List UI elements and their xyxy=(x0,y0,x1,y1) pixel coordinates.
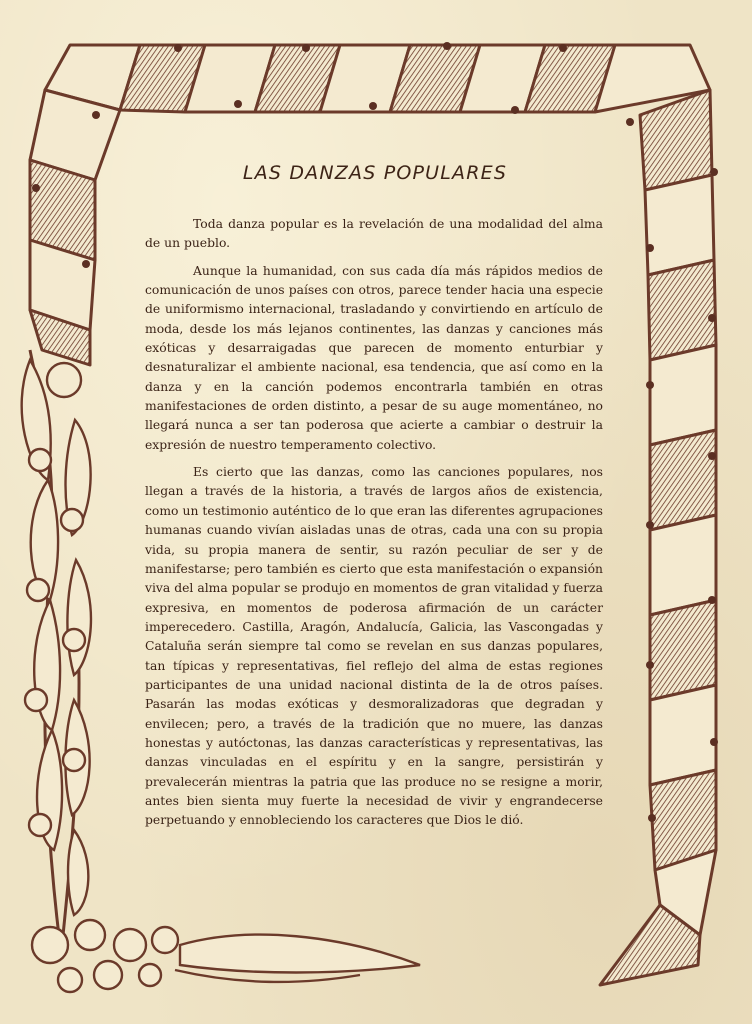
ribbon-border-top xyxy=(45,45,710,112)
paragraph: Es cierto que las danzas, como las canciones populares, nos llegan a través de la historia, a través de largos años de existencia, como un testimonio auténtico de lo que eran las diferentes agrupaciones humanas cuando vivían aisladas unas de otras, cada una con su propia vida, su propia manera de sentir, su razón peculiar de ser y de manifestarse; pero también es cierto que esta manifestación o expansión viva del alma popular se produjo en momentos de gran vitalidad y fuerza expresiva, en momentos de poderosa afirmación de un carácter imperecedero. Castilla, Aragón, Andalucía, Galicia, las Vascongadas y Cataluña serán siempre tal como se revelan en sus danzas populares, tan típicas y representativas, fiel reflejo del alma de estas regiones participantes de una unidad nacional distinta de la de otros países. Pasarán las modas exóticas y desmoralizadoras que degradan y envilecen; pero, a través de la tradición que no muere, las danzas honestas y autóctonas, las danzas características y representativas, las danzas vinculadas en el espíritu y en la sangre, persistirán y prevalecerán mientras la patria que las produce no se resigne a morir, antes bien sienta muy fuerte la necesidad de vivir y engrandecerse perpetuando y ennobleciendo los caracteres que Dios le dió. xyxy=(145,465,603,828)
paragraph: Toda danza popular es la revelación de una modalidad del alma de un pueblo. xyxy=(145,217,603,251)
paragraph: Aunque la humanidad, con sus cada día más rápidos medios de comunicación de unos países con otros, parece tender hacia una especie de uniformismo internacional, trasladando y convirtiendo en artículo de moda, desde los más lejanos continentes, las danzas y canciones más exóticas y desarraigadas que parecen de momento enturbiar y desnaturalizar el ambiente nacional, esa tendencia, que así como en la danza y en la canción podemos encontrarla también en otras manifestaciones de orden distinto, a pesar de su auge momentáneo, no llegará nunca a ser tan poderosa que acierte a cambiar o destruir la expresión de nuestro temperamento colectivo. xyxy=(145,263,603,452)
body-text xyxy=(145,215,603,839)
page-title: LAS DANZAS POPULARES xyxy=(242,162,508,184)
ribbon-border-left xyxy=(30,90,120,365)
ribbon-border-right xyxy=(600,90,716,985)
